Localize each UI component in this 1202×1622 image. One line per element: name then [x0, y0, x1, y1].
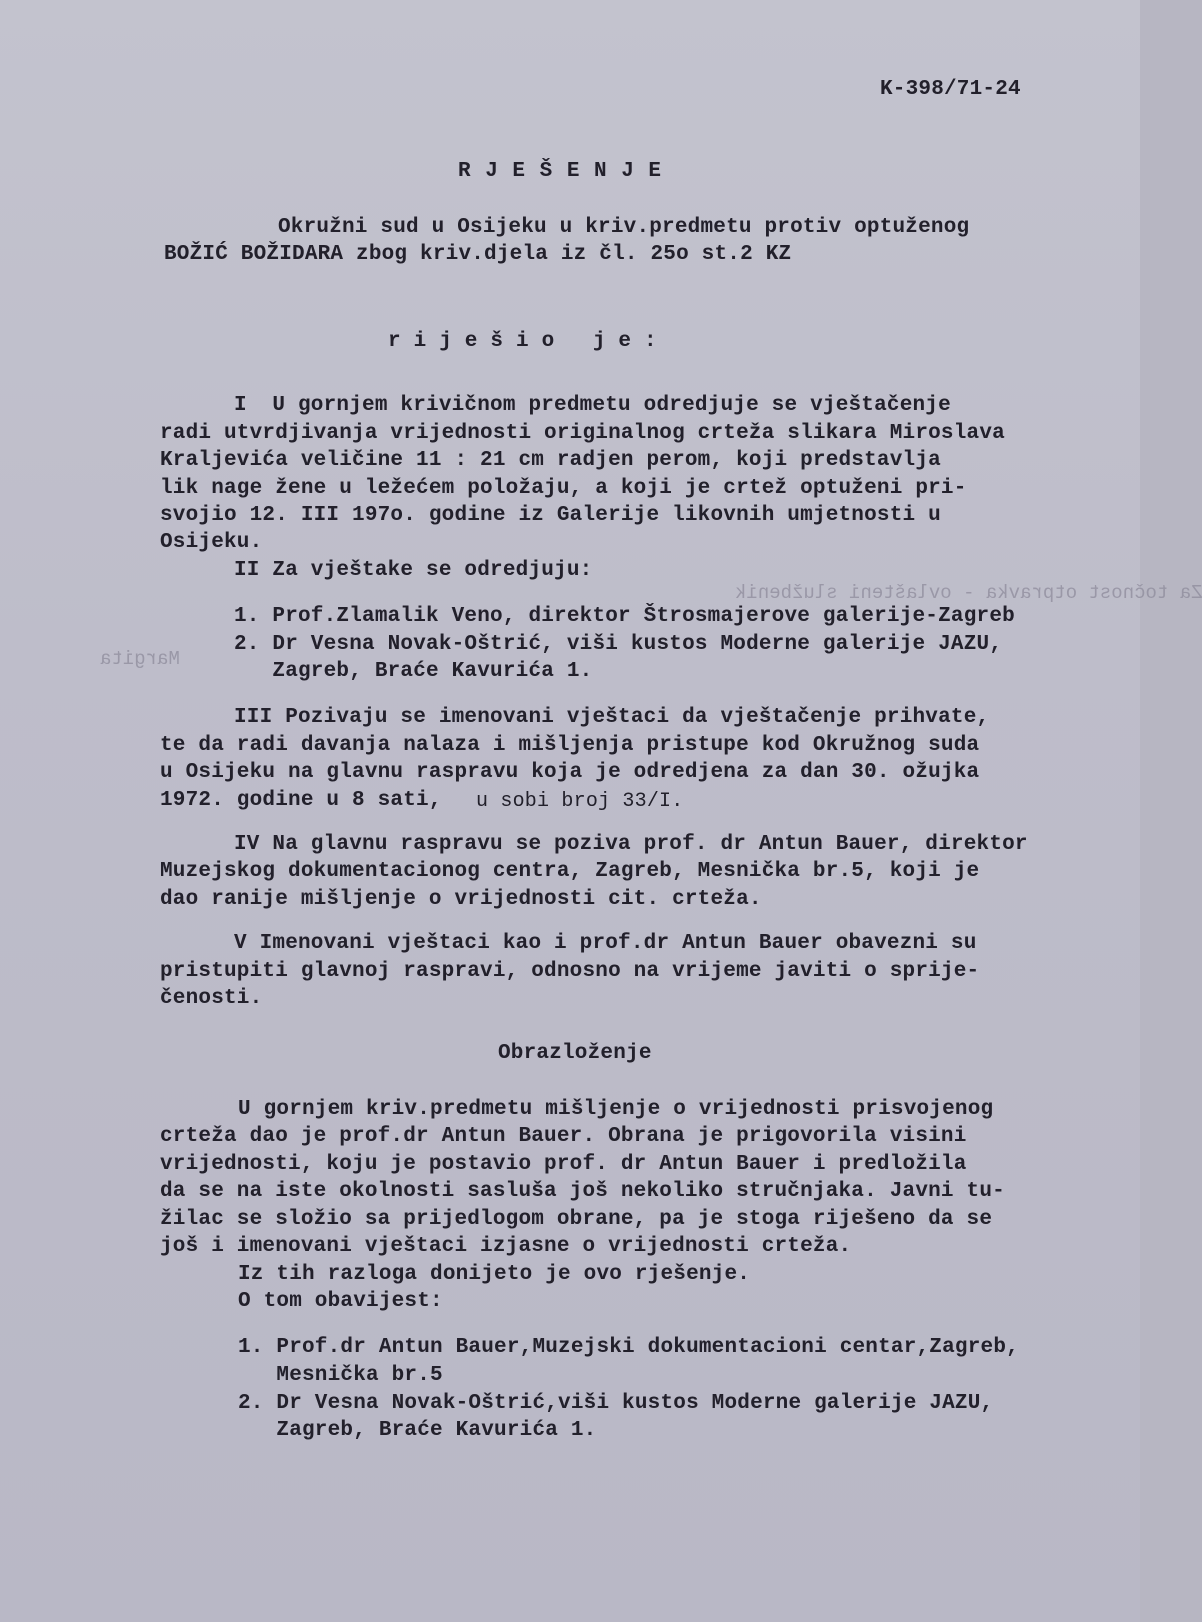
- intro-line: BOŽIĆ BOŽIDARA zbog kriv.djela iz čl. 25o st.2 KZ: [164, 243, 792, 266]
- reasoning-title: Obrazloženje: [498, 1042, 652, 1065]
- reasoning-line: U gornjem kriv.predmetu mišljenje o vrijednosti prisvojenog: [238, 1098, 994, 1121]
- section-line: te da radi davanja nalaza i mišljenja pristupe kod Okružnog suda: [160, 734, 980, 757]
- section-line: u Osijeku na glavnu raspravu koja je odredjena za dan 30. ožujka: [160, 761, 980, 784]
- reasoning-line: crteža dao je prof.dr Antun Bauer. Obrana je prigovorila visini: [160, 1125, 967, 1148]
- section-line: 1972. godine u 8 sati,: [160, 789, 442, 812]
- reference-number: K-398/71-24: [880, 78, 1021, 101]
- bleed-through-mark: Za točnost otpravka - ovlašteni službenik: [735, 582, 1202, 604]
- section-line: lik nage žene u ležećem položaju, a koji je crtež optuženi pri-: [160, 477, 967, 500]
- expert-item: Zagreb, Braće Kavurića 1.: [234, 660, 593, 683]
- section-line: IV Na glavnu raspravu se poziva prof. dr Antun Bauer, direktor: [234, 833, 1028, 856]
- reasoning-line: O tom obavijest:: [238, 1290, 443, 1313]
- section-line: Kraljevića veličine 11 : 21 cm radjen perom, koji predstavlja: [160, 449, 941, 472]
- section-line: radi utvrdjivanja vrijednosti originalnog crteža slikara Miroslava: [160, 422, 1005, 445]
- notify-item: 1. Prof.dr Antun Bauer,Muzejski dokumentacioni centar,Zagreb,: [238, 1336, 1019, 1359]
- section-line: III Pozivaju se imenovani vještaci da vještačenje prihvate,: [234, 706, 990, 729]
- section-line: Muzejskog dokumentacionog centra, Zagreb, Mesnička br.5, koji je: [160, 860, 980, 883]
- typed-insert: u sobi broj 33/I.: [476, 790, 684, 813]
- section-line: V Imenovani vještaci kao i prof.dr Antun Bauer obavezni su: [234, 932, 977, 955]
- section-line: Osijeku.: [160, 531, 263, 554]
- reasoning-line: još i imenovani vještaci izjasne o vrijednosti crteža.: [160, 1235, 852, 1258]
- reasoning-line: Iz tih razloga donijeto je ovo rješenje.: [238, 1263, 751, 1286]
- section-line: dao ranije mišljenje o vrijednosti cit. crteža.: [160, 888, 762, 911]
- reasoning-line: žilac se složio sa prijedlogom obrane, pa je stoga riješeno da se: [160, 1208, 993, 1231]
- reasoning-line: vrijednosti, koju je postavio prof. dr Antun Bauer i predložila: [160, 1153, 967, 1176]
- reasoning-line: da se na iste okolnosti sasluša još nekoliko stručnjaka. Javni tu-: [160, 1180, 1005, 1203]
- notify-item: 2. Dr Vesna Novak-Oštrić,viši kustos Moderne galerije JAZU,: [238, 1392, 994, 1415]
- notify-item: Zagreb, Braće Kavurića 1.: [238, 1419, 597, 1442]
- expert-item: 2. Dr Vesna Novak-Oštrić, viši kustos Moderne galerije JAZU,: [234, 633, 1003, 656]
- notify-item: Mesnička br.5: [238, 1364, 443, 1387]
- section-line: čenosti.: [160, 987, 263, 1010]
- decision-heading: r i j e š i o j e :: [388, 330, 657, 353]
- section-heading: II Za vještake se odredjuju:: [234, 559, 593, 582]
- intro-line: Okružni sud u Osijeku u kriv.predmetu protiv optuženog: [278, 216, 970, 239]
- expert-item: 1. Prof.Zlamalik Veno, direktor Štrosmajerove galerije-Zagreb: [234, 605, 1015, 628]
- section-line: I U gornjem krivičnom predmetu odredjuje se vještačenje: [234, 394, 951, 417]
- section-line: pristupiti glavnoj raspravi, odnosno na vrijeme javiti o sprije-: [160, 960, 980, 983]
- bleed-through-mark: Margita: [100, 648, 180, 670]
- section-line: svojio 12. III 197o. godine iz Galerije likovnih umjetnosti u: [160, 504, 941, 527]
- document-title: R J E Š E N J E: [458, 160, 663, 183]
